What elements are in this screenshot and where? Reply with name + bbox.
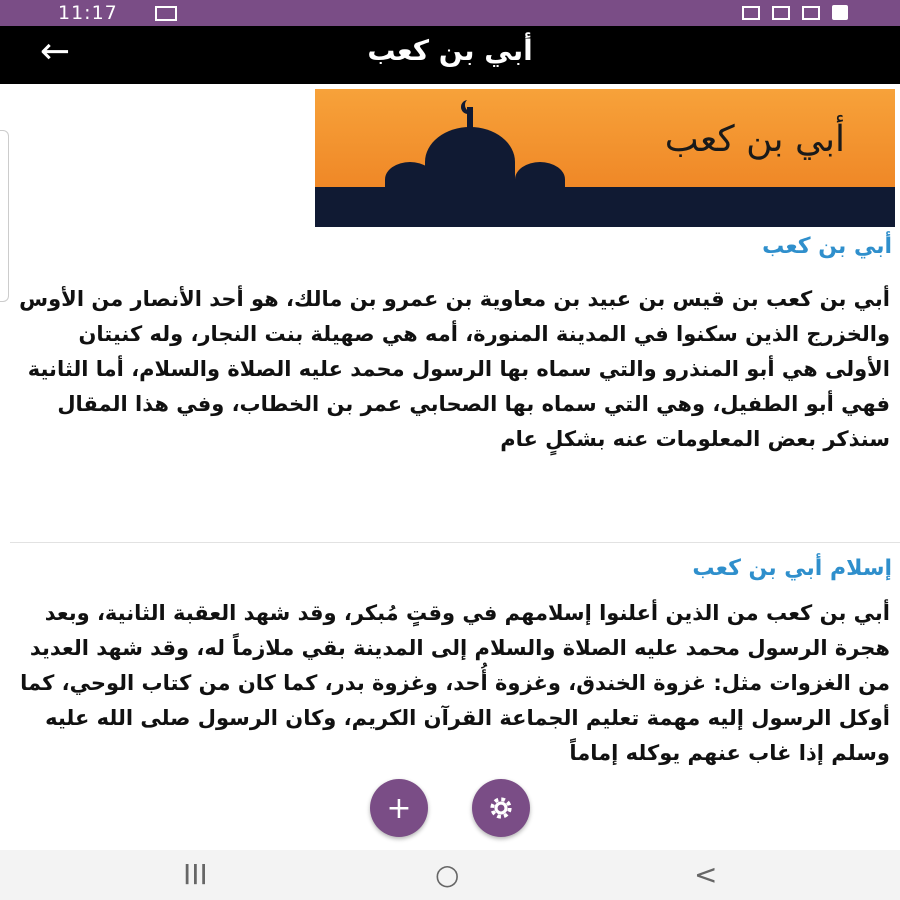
add-button[interactable]: [370, 779, 428, 837]
plus-icon: +: [386, 790, 412, 826]
section-body: أبي بن كعب بن قيس بن عبيد بن معاوية بن عمرو بن مالك، هو أحد الأنصار من الأوس والخزرج الذين سكنوا في المدينة المنورة، أمه هي صهيلة بنت النجار، وله كنيتان الأولى هي أبو المنذرو والتي سماه بها الرسول محمد عليه الصلاة والسلام، أما الثانية فهي أبو الطفيل، وهي التي سماه بها الصحابي عمر بن الخطاب، وفي هذا المقال سنذكر بعض المعلومات عنه بشكلٍ عام: [19, 287, 890, 451]
battery-icon: [832, 5, 848, 20]
status-time: 11:17: [58, 2, 118, 24]
status-icons: [742, 5, 848, 20]
divider: [10, 542, 900, 543]
article-content[interactable]: [0, 84, 900, 850]
recents-button[interactable]: III: [183, 858, 208, 891]
banner-text: أبي بن كعب: [664, 119, 845, 160]
alarm-icon: [742, 6, 760, 20]
signal-x-icon: [772, 6, 790, 20]
page-title: أبي بن كعب: [367, 34, 533, 67]
gear-icon: [486, 793, 516, 823]
settings-button[interactable]: [472, 779, 530, 837]
app-bar: [0, 26, 900, 84]
signal-bars-icon: [802, 6, 820, 20]
section-body: أبي بن كعب من الذين أعلنوا إسلامهم في وقتٍ مُبكر، وقد شهد العقبة الثانية، وبعد هجرة الرسول محمد عليه الصلاة والسلام إلى المدينة بقي ملازماً له، وقد شهد العديد من الغزوات مثل: غزوة الخندق، وغزوة أُحد، وغزوة بدر، كما كان من كتاب الوحي، كما أوكل الرسول إليه مهمة تعليم الجماعة القرآن الكريم، وكان الرسول صلى الله عليه وسلم إذا غاب عنهم يوكله إماماً: [20, 601, 890, 765]
home-button[interactable]: ○: [435, 858, 460, 891]
arrow-back-icon[interactable]: ←: [40, 31, 71, 72]
status-bar: [0, 0, 900, 26]
side-drawer-handle[interactable]: [0, 130, 9, 302]
back-button[interactable]: <: [694, 858, 718, 891]
section-heading: إسلام أبي بن كعب: [692, 556, 892, 581]
header-banner-image: [315, 89, 895, 227]
system-nav-bar: [0, 850, 900, 900]
image-notification-icon: [155, 6, 177, 21]
section-heading: أبي بن كعب: [762, 234, 892, 259]
